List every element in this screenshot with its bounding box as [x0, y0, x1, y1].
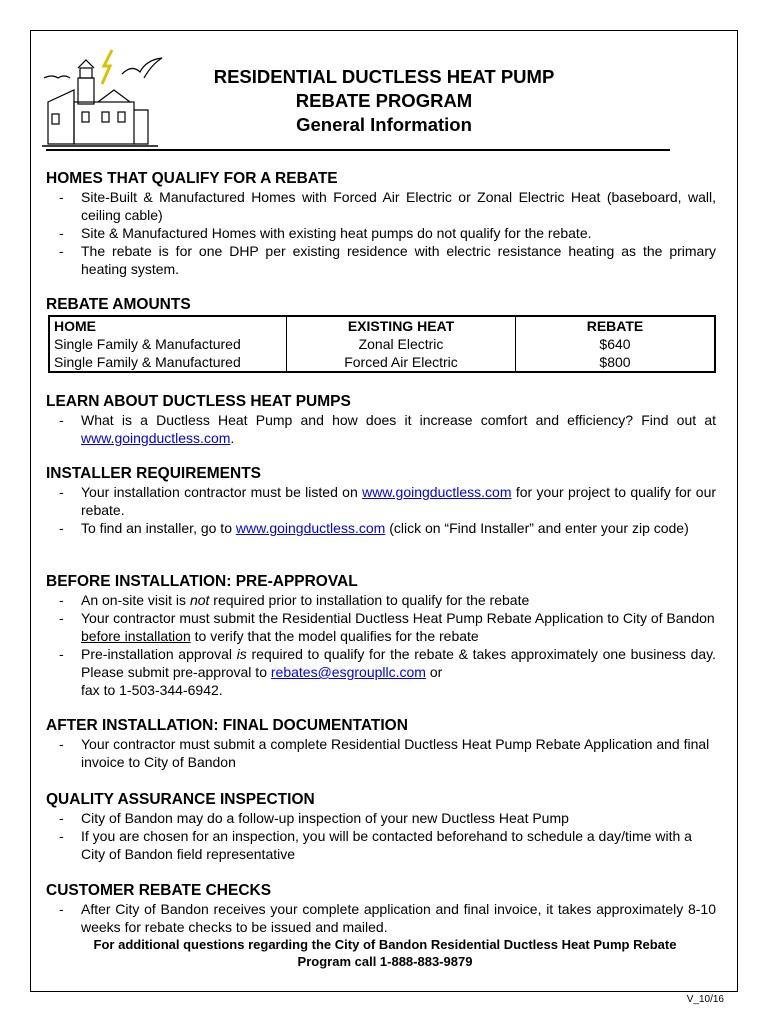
homes-list: [46, 188, 716, 278]
list-item: [46, 483, 716, 519]
table-cell: $800: [599, 354, 631, 370]
column-header-existing-heat: EXISTING HEAT: [287, 316, 516, 335]
document-title-line2: REBATE PROGRAM: [295, 90, 473, 111]
learn-section: [46, 393, 716, 447]
quality-section: [46, 791, 716, 863]
list-item: [46, 411, 716, 447]
list-item: [46, 591, 716, 609]
column-header-rebate: REBATE: [586, 318, 644, 334]
after-list: [46, 735, 716, 771]
table-cell: Zonal Electric: [287, 335, 516, 353]
rebates-email-link[interactable]: rebates@esgroupllc.com: [270, 664, 426, 680]
installer-text: for your project to qualify for our rebate.: [81, 484, 717, 518]
before-text: Pre-installation approval: [81, 646, 232, 662]
goingductless-link[interactable]: www.goingductless.com: [235, 520, 386, 536]
before-text: or: [429, 664, 443, 680]
city-of-bandon-lighthouse-logo: [38, 44, 168, 150]
before-text: An on-site visit is: [81, 592, 187, 608]
version-label: V_10/16: [686, 994, 724, 1005]
list-item: - The rebate is for one DHP per existing residence with electric resistance heating as the primary heating system.: [46, 242, 716, 278]
after-section: [46, 717, 716, 771]
list-item: [46, 609, 716, 645]
closing-line2: Program call 1-888-883-9879: [297, 954, 473, 969]
installer-section: [46, 465, 716, 537]
list-item: - Site & Manufactured Homes with existing heat pumps do not qualify for the rebate.: [46, 224, 716, 242]
before-text: required to qualify for the rebate & takes approximately one business day. Please submit pre-approval to: [81, 646, 717, 680]
installer-text: (click on “Find Installer” and enter your zip code): [389, 520, 689, 536]
quality-list: [46, 809, 716, 863]
table-header-row: [49, 316, 715, 335]
before-emphasis: not: [189, 592, 210, 608]
document-subtitle: General Information: [296, 114, 472, 135]
checks-heading: CUSTOMER REBATE CHECKS: [46, 882, 272, 899]
list-item: - If you are chosen for an inspection, you will be contacted beforehand to schedule a day/time with a City of Bandon field representative: [46, 827, 716, 863]
installer-text: To find an installer, go to: [81, 520, 232, 536]
list-item: [46, 645, 716, 699]
table-cell: $640: [599, 336, 631, 352]
goingductless-link[interactable]: www.goingductless.com: [81, 430, 231, 446]
list-item: - Your contractor must submit a complete Residential Ductless Heat Pump Rebate Application and final invoice to City of Bandon: [46, 735, 716, 771]
amounts-heading: REBATE AMOUNTS: [46, 296, 191, 313]
before-heading: BEFORE INSTALLATION: PRE-APPROVAL: [46, 573, 358, 590]
checks-section: [46, 882, 716, 936]
closing-line1: For additional questions regarding the City of Bandon Residential Ductless Heat Pump Rebate: [93, 937, 677, 952]
before-list: [46, 591, 716, 699]
table-row: [49, 335, 715, 353]
table-row: [49, 353, 715, 372]
rebate-table: [48, 315, 716, 373]
before-underline: before installation: [81, 628, 191, 644]
list-item: [46, 519, 716, 537]
table-cell: Forced Air Electric: [287, 353, 516, 372]
learn-text: What is a Ductless Heat Pump and how does it increase comfort and efficiency? Find out at: [81, 412, 716, 428]
installer-list: [46, 483, 716, 537]
learn-list: [46, 411, 716, 447]
installer-heading: INSTALLER REQUIREMENTS: [46, 465, 261, 482]
before-text: required prior to installation to qualify for the rebate: [213, 592, 530, 608]
quality-heading: QUALITY ASSURANCE INSPECTION: [46, 791, 315, 808]
learn-heading: LEARN ABOUT DUCTLESS HEAT PUMPS: [46, 393, 351, 410]
list-item: - City of Bandon may do a follow-up inspection of your new Ductless Heat Pump: [46, 809, 716, 827]
after-heading: AFTER INSTALLATION: FINAL DOCUMENTATION: [46, 717, 408, 734]
document-title-line1: RESIDENTIAL DUCTLESS HEAT PUMP: [213, 66, 555, 87]
amounts-section: [46, 296, 716, 373]
before-text: Your contractor must submit the Residential Ductless Heat Pump Rebate Application to City of Bandon: [81, 610, 715, 626]
checks-list: [46, 900, 716, 936]
list-item: - After City of Bandon receives your complete application and final invoice, it takes approximately 8-10 weeks for rebate checks to be issued and mailed.: [46, 900, 716, 936]
before-fax: fax to 1-503-344-6942.: [81, 682, 223, 698]
homes-section: [46, 170, 716, 278]
title-rule: [46, 149, 670, 151]
table-cell: Single Family & Manufactured: [49, 335, 287, 353]
before-text: to verify that the model qualifies for the rebate: [194, 628, 479, 644]
learn-tail: .: [230, 430, 235, 446]
before-section: [46, 573, 716, 699]
list-item: - Site-Built & Manufactured Homes with Forced Air Electric or Zonal Electric Heat (baseboard, wall, ceiling cable): [46, 188, 716, 224]
column-header-home: HOME: [49, 316, 287, 335]
installer-text: Your installation contractor must be listed on: [81, 484, 358, 500]
homes-heading: HOMES THAT QUALIFY FOR A REBATE: [46, 170, 338, 187]
before-emphasis: is: [236, 646, 247, 662]
table-cell: Single Family & Manufactured: [49, 353, 287, 372]
goingductless-link[interactable]: www.goingductless.com: [362, 484, 512, 500]
